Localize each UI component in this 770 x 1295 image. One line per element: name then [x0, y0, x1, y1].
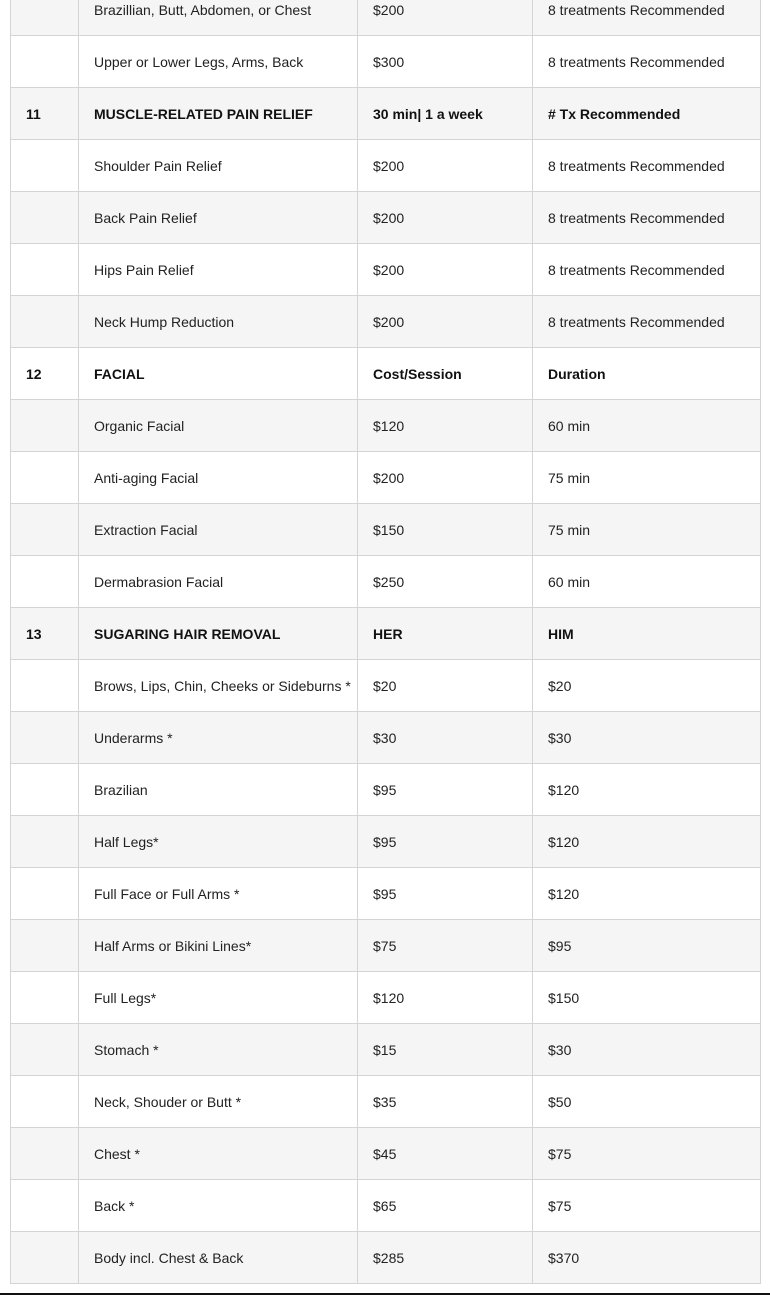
service-name-cell: Half Arms or Bikini Lines*	[79, 920, 358, 972]
price-or-detail-cell: $200	[358, 296, 533, 348]
recommendation-or-price-cell: 8 treatments Recommended	[533, 192, 761, 244]
price-or-detail-cell: $65	[358, 1180, 533, 1232]
price-or-detail-cell: $150	[358, 504, 533, 556]
row-number-cell: 12	[11, 348, 79, 400]
price-or-detail-cell: $20	[358, 660, 533, 712]
table-row	[11, 244, 761, 296]
row-number-cell: 11	[11, 88, 79, 140]
table-row	[11, 868, 761, 920]
service-name-cell: Chest *	[79, 1128, 358, 1180]
price-or-detail-cell: $200	[358, 140, 533, 192]
section-header-row	[11, 608, 761, 660]
row-number-cell	[11, 816, 79, 868]
row-number-cell	[11, 660, 79, 712]
service-name-cell: Extraction Facial	[79, 504, 358, 556]
recommendation-or-price-cell: $50	[533, 1076, 761, 1128]
service-name-cell: Shoulder Pain Relief	[79, 140, 358, 192]
recommendation-or-price-cell: $20	[533, 660, 761, 712]
table-row	[11, 764, 761, 816]
row-number-cell	[11, 556, 79, 608]
row-number-cell	[11, 920, 79, 972]
table-row	[11, 140, 761, 192]
table-row	[11, 816, 761, 868]
row-number-cell	[11, 1180, 79, 1232]
table-row	[11, 0, 761, 36]
service-name-cell: Brazilian	[79, 764, 358, 816]
recommendation-or-price-cell: $75	[533, 1180, 761, 1232]
row-number-cell	[11, 1128, 79, 1180]
row-number-cell	[11, 244, 79, 296]
table-row	[11, 1232, 761, 1284]
price-or-detail-cell: HER	[358, 608, 533, 660]
table-row	[11, 1180, 761, 1232]
row-number-cell	[11, 712, 79, 764]
recommendation-or-price-cell: 60 min	[533, 400, 761, 452]
service-name-cell: SUGARING HAIR REMOVAL	[79, 608, 358, 660]
table-row	[11, 920, 761, 972]
table-row	[11, 660, 761, 712]
row-number-cell	[11, 504, 79, 556]
recommendation-or-price-cell: 8 treatments Recommended	[533, 0, 761, 36]
service-name-cell: FACIAL	[79, 348, 358, 400]
section-header-row	[11, 88, 761, 140]
price-or-detail-cell: $30	[358, 712, 533, 764]
price-or-detail-cell: 30 min| 1 a week	[358, 88, 533, 140]
service-name-cell: Hips Pain Relief	[79, 244, 358, 296]
table-row	[11, 1024, 761, 1076]
price-or-detail-cell: $35	[358, 1076, 533, 1128]
recommendation-or-price-cell: Duration	[533, 348, 761, 400]
price-table-body	[11, 0, 761, 1284]
service-name-cell: Full Legs*	[79, 972, 358, 1024]
service-name-cell: Organic Facial	[79, 400, 358, 452]
price-or-detail-cell: $95	[358, 816, 533, 868]
price-or-detail-cell: $120	[358, 400, 533, 452]
price-or-detail-cell: $200	[358, 452, 533, 504]
service-name-cell: Half Legs*	[79, 816, 358, 868]
recommendation-or-price-cell: $75	[533, 1128, 761, 1180]
price-or-detail-cell: $250	[358, 556, 533, 608]
service-name-cell: MUSCLE-RELATED PAIN RELIEF	[79, 88, 358, 140]
price-or-detail-cell: $95	[358, 764, 533, 816]
table-row	[11, 296, 761, 348]
price-or-detail-cell: $120	[358, 972, 533, 1024]
row-number-cell	[11, 1076, 79, 1128]
recommendation-or-price-cell: 8 treatments Recommended	[533, 296, 761, 348]
services-price-table	[10, 0, 761, 1284]
row-number-cell: 13	[11, 608, 79, 660]
recommendation-or-price-cell: $95	[533, 920, 761, 972]
row-number-cell	[11, 140, 79, 192]
service-name-cell: Back Pain Relief	[79, 192, 358, 244]
recommendation-or-price-cell: $120	[533, 868, 761, 920]
recommendation-or-price-cell: 60 min	[533, 556, 761, 608]
row-number-cell	[11, 452, 79, 504]
table-row	[11, 192, 761, 244]
recommendation-or-price-cell: $120	[533, 764, 761, 816]
service-name-cell: Stomach *	[79, 1024, 358, 1076]
table-row	[11, 400, 761, 452]
recommendation-or-price-cell: $30	[533, 1024, 761, 1076]
recommendation-or-price-cell: $370	[533, 1232, 761, 1284]
row-number-cell	[11, 36, 79, 88]
service-name-cell: Upper or Lower Legs, Arms, Back	[79, 36, 358, 88]
price-or-detail-cell: $285	[358, 1232, 533, 1284]
recommendation-or-price-cell: 8 treatments Recommended	[533, 140, 761, 192]
table-row	[11, 712, 761, 764]
price-or-detail-cell: $15	[358, 1024, 533, 1076]
recommendation-or-price-cell: 8 treatments Recommended	[533, 244, 761, 296]
price-or-detail-cell: $200	[358, 244, 533, 296]
recommendation-or-price-cell: HIM	[533, 608, 761, 660]
row-number-cell	[11, 0, 79, 36]
row-number-cell	[11, 1024, 79, 1076]
service-name-cell: Neck, Shouder or Butt *	[79, 1076, 358, 1128]
row-number-cell	[11, 296, 79, 348]
recommendation-or-price-cell: # Tx Recommended	[533, 88, 761, 140]
recommendation-or-price-cell: $150	[533, 972, 761, 1024]
service-name-cell: Full Face or Full Arms *	[79, 868, 358, 920]
table-row	[11, 36, 761, 88]
price-or-detail-cell: $45	[358, 1128, 533, 1180]
service-name-cell: Brows, Lips, Chin, Cheeks or Sideburns *	[79, 660, 358, 712]
service-name-cell: Underarms *	[79, 712, 358, 764]
recommendation-or-price-cell: 75 min	[533, 504, 761, 556]
price-or-detail-cell: $75	[358, 920, 533, 972]
table-row	[11, 1128, 761, 1180]
recommendation-or-price-cell: 8 treatments Recommended	[533, 36, 761, 88]
table-row	[11, 452, 761, 504]
row-number-cell	[11, 764, 79, 816]
service-name-cell: Back *	[79, 1180, 358, 1232]
recommendation-or-price-cell: $30	[533, 712, 761, 764]
service-name-cell: Neck Hump Reduction	[79, 296, 358, 348]
table-row	[11, 972, 761, 1024]
recommendation-or-price-cell: 75 min	[533, 452, 761, 504]
price-or-detail-cell: $200	[358, 0, 533, 36]
recommendation-or-price-cell: $120	[533, 816, 761, 868]
service-name-cell: Anti-aging Facial	[79, 452, 358, 504]
table-row	[11, 504, 761, 556]
table-row	[11, 556, 761, 608]
price-or-detail-cell: $95	[358, 868, 533, 920]
row-number-cell	[11, 1232, 79, 1284]
row-number-cell	[11, 868, 79, 920]
price-or-detail-cell: $300	[358, 36, 533, 88]
row-number-cell	[11, 972, 79, 1024]
service-name-cell: Dermabrasion Facial	[79, 556, 358, 608]
price-or-detail-cell: Cost/Session	[358, 348, 533, 400]
service-name-cell: Brazillian, Butt, Abdomen, or Chest	[79, 0, 358, 36]
section-header-row	[11, 348, 761, 400]
row-number-cell	[11, 400, 79, 452]
price-or-detail-cell: $200	[358, 192, 533, 244]
table-row	[11, 1076, 761, 1128]
service-name-cell: Body incl. Chest & Back	[79, 1232, 358, 1284]
row-number-cell	[11, 192, 79, 244]
